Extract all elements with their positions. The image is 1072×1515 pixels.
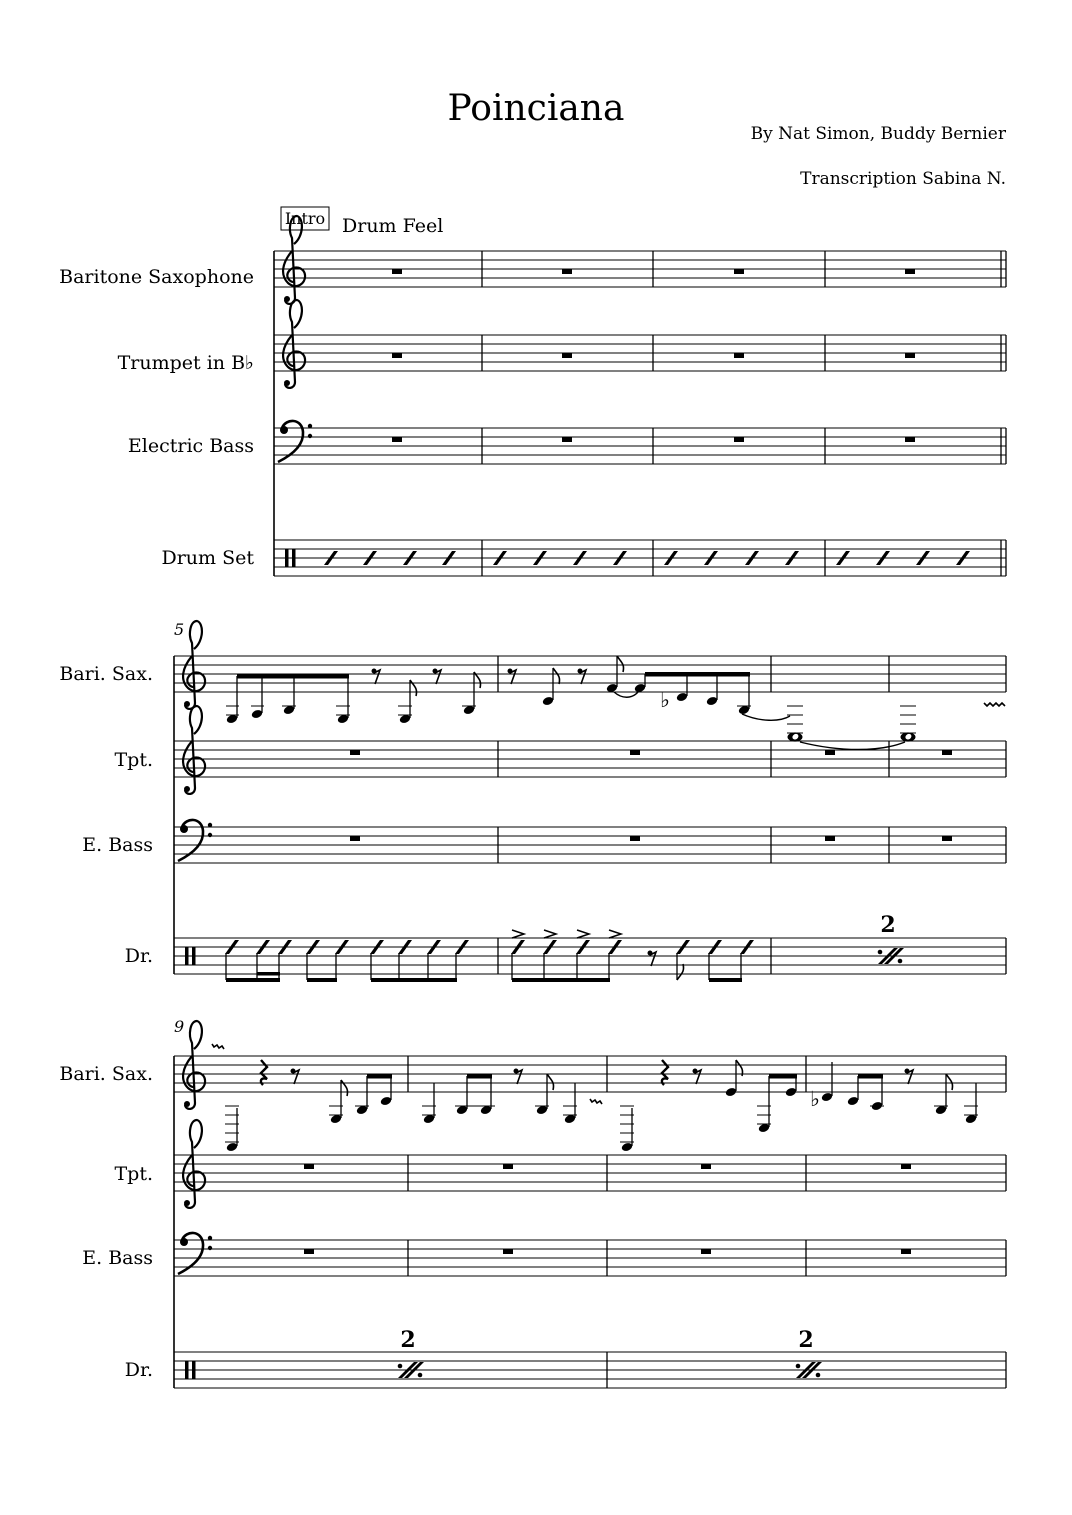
whole-rest [392, 437, 402, 442]
drum-notes-measure-5 [225, 940, 469, 982]
barlines [498, 656, 1006, 974]
whole-rest [304, 1164, 314, 1169]
whole-rest [630, 750, 640, 755]
staff-label-drum-set: Drum Set [161, 547, 254, 569]
staff-drum-set [174, 912, 1006, 982]
staff-baritone-saxophone [174, 1021, 1006, 1152]
bass-clef-icon [278, 421, 312, 462]
repeat-count: 2 [798, 1327, 814, 1353]
measure-number: 5 [174, 620, 185, 639]
staff-label-drum-set-short: Dr. [124, 1359, 153, 1381]
system-3 [59, 1017, 1006, 1388]
staff-label-trumpet: Trumpet in B♭ [117, 352, 254, 374]
staff-electric-bass [174, 1233, 1006, 1276]
staff-label-baritone-saxophone-short: Bari. Sax. [59, 663, 153, 685]
whole-rest [350, 750, 360, 755]
bass-clef-icon [178, 820, 212, 861]
whole-rest [942, 836, 952, 841]
whole-rest [562, 269, 572, 274]
system-2 [59, 620, 1006, 982]
bass-clef-icon [178, 1233, 212, 1274]
staff-label-electric-bass: Electric Bass [127, 435, 254, 457]
whole-rest [350, 836, 360, 841]
staff-electric-bass [274, 421, 1006, 464]
staff-label-drum-set-short: Dr. [124, 945, 153, 967]
double-barlines [1001, 251, 1006, 576]
notes-measure-12 [810, 1062, 978, 1124]
svg-text:♭: ♭ [810, 1087, 820, 1111]
whole-rest [905, 353, 915, 358]
score-title: Poinciana [447, 88, 625, 129]
whole-rest [942, 750, 952, 755]
barlines [408, 1056, 1006, 1388]
whole-rest [734, 269, 744, 274]
whole-rest [905, 437, 915, 442]
whole-rest [503, 1164, 513, 1169]
whole-rest [734, 353, 744, 358]
staff-label-baritone-saxophone-short: Bari. Sax. [59, 1063, 153, 1085]
staff-label-trumpet-short: Tpt. [114, 1163, 153, 1185]
repeat-count: 2 [880, 912, 896, 938]
whole-rest [825, 750, 835, 755]
whole-rest [503, 1249, 513, 1254]
staff-trumpet [174, 1120, 1006, 1208]
whole-rest [392, 353, 402, 358]
tempo-direction: Drum Feel [342, 215, 444, 237]
staff-drum-set [274, 540, 1006, 576]
whole-rest [901, 1249, 911, 1254]
whole-rest [734, 437, 744, 442]
system-1 [59, 207, 1006, 576]
notes-measure-6 [508, 656, 791, 720]
whole-rest [630, 836, 640, 841]
composer-credit: By Nat Simon, Buddy Bernier [750, 124, 1006, 144]
notes-measure-10 [422, 1069, 602, 1125]
staff-electric-bass [174, 820, 1006, 863]
whole-rest [901, 1164, 911, 1169]
whole-rest [701, 1164, 711, 1169]
measure-number: 9 [174, 1017, 185, 1036]
transcriber-credit: Transcription Sabina N. [800, 169, 1006, 189]
staff-label-electric-bass-short: E. Bass [82, 834, 153, 856]
notes-measure-9 [212, 1044, 392, 1152]
notes-measure-5 [226, 669, 481, 725]
staff-label-trumpet-short: Tpt. [114, 749, 153, 771]
staff-trumpet [174, 706, 1006, 794]
barlines [482, 251, 825, 576]
rehearsal-mark: Intro [284, 209, 326, 228]
whole-rest [304, 1249, 314, 1254]
staff-label-electric-bass-short: E. Bass [82, 1247, 153, 1269]
whole-rest [392, 269, 402, 274]
whole-rest [562, 437, 572, 442]
whole-rest [562, 353, 572, 358]
staff-trumpet [274, 300, 1006, 388]
repeat-count: 2 [400, 1327, 416, 1353]
staff-baritone-saxophone [174, 621, 1006, 750]
notes-measures-7-8 [787, 703, 1005, 750]
whole-rest [701, 1249, 711, 1254]
svg-text:♭: ♭ [660, 688, 670, 712]
whole-rest [825, 836, 835, 841]
staff-label-baritone-saxophone: Baritone Saxophone [59, 266, 254, 288]
whole-rest [905, 269, 915, 274]
staff-drum-set [174, 1327, 1006, 1388]
